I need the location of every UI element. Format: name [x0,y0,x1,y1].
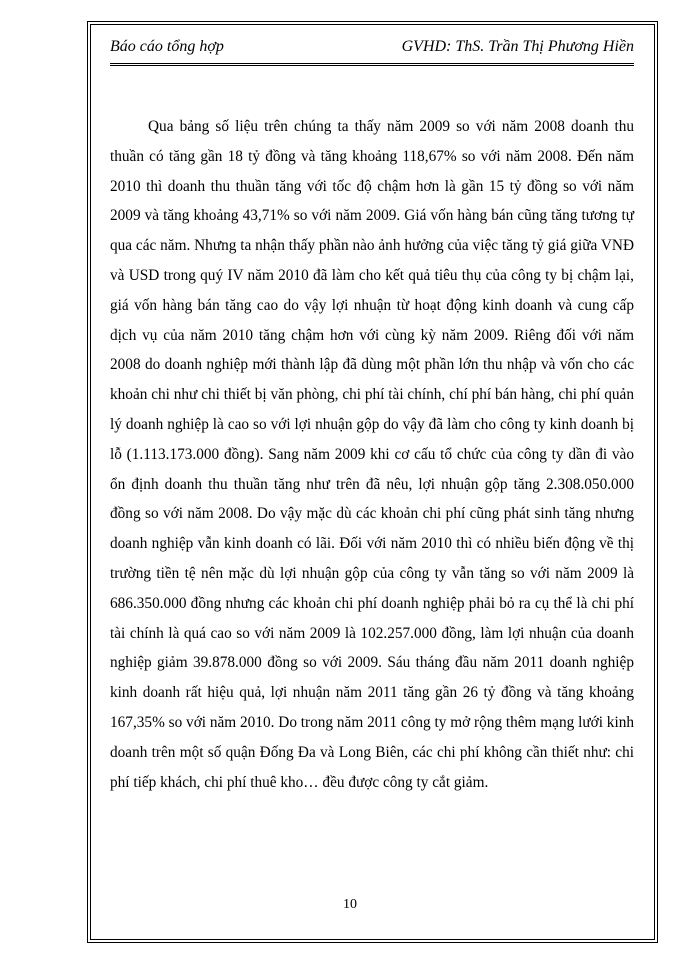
header-supervisor: GVHD: ThS. Trần Thị Phương Hiền [401,38,634,55]
page-number: 10 [343,897,357,912]
page-header [110,38,634,62]
body-paragraph: Qua bảng số liệu trên chúng ta thấy năm 2009 so với năm 2008 doanh thu thuần có tăng gần 18 tỷ đồng và tăng khoảng 118,67% so với năm 2008. Đến năm 2010 thì doanh thu thuần tăng với tốc độ chậm hơn là gần 15 tỷ đồng so với năm 2009 và tăng khoảng 43,71% so với năm 2009. Giá vốn hàng bán cũng tăng tương tự qua các năm. Nhưng ta nhận thấy phần nào ảnh hưởng của việc tăng tỷ giá giữa VNĐ và USD trong quý IV năm 2010 đã làm cho kết quả tiêu thụ của công ty bị chậm lại, giá vốn hàng bán tăng cao do vậy lợi nhuận từ hoạt động kinh doanh và cung cấp dịch vụ của năm 2010 tăng chậm hơn với cùng kỳ năm 2009. Riêng đối với năm 2008 do doanh nghiệp mới thành lập đã dùng một phần lớn thu nhập và vốn cho các khoản chi như chi thiết bị văn phòng, chi phí tài chính, chí phí bán hàng, chi phí quản lý doanh nghiệp là cao so với lợi nhuận gộp do vậy đã làm cho công ty kinh doanh bị lỗ (1.113.173.000 đồng). Sang năm 2009 khi cơ cấu tổ chức của công ty dần đi vào ổn định doanh thu thuần tăng như trên đã nêu, lợi nhuận gộp tăng 2.308.050.000 đồng so với năm 2008. Do vậy mặc dù các khoản chi phí cũng phát sinh tăng nhưng doanh nghiệp vẫn kinh doanh có lãi. Đối với năm 2010 thì có nhiều biến động về thị trường tiền tệ nên mặc dù lợi nhuận gộp của công ty vẫn tăng so với năm 2009 là 686.350.000 đồng nhưng các khoản chi phí doanh nghiệp phải bỏ ra cụ thể là chi phí tài chính là quá cao so với năm 2009 là 102.257.000 đồng, làm lợi nhuận của doanh nghiệp giảm 39.878.000 đồng so với 2009. Sáu tháng đầu năm 2011 doanh nghiệp kinh doanh rất hiệu quả, lợi nhuận năm 2011 tăng gần 26 tỷ đồng và tăng khoảng 167,35% so với năm 2010. Do trong năm 2011 công ty mở rộng thêm mạng lưới kinh doanh trên một số quận Đống Đa và Long Biên, các chi phí không cần thiết như: chi phí tiếp khách, chi phí thuê kho… đều được công ty cắt giảm. [110,118,634,791]
header-report-title: Báo cáo tổng hợp [110,38,224,55]
header-rule [110,63,634,66]
